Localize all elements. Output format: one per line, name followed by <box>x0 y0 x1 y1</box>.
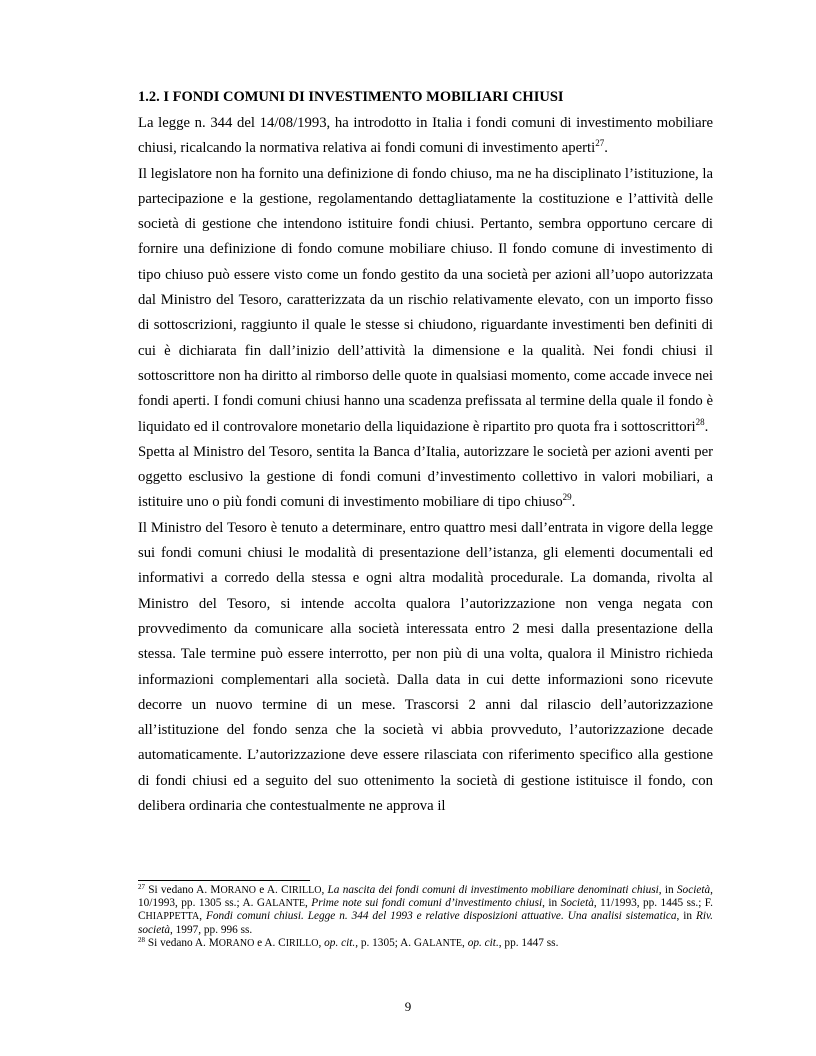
paragraph-4: Il Ministro del Tesoro è tenuto a determinare, entro quattro mesi dall’entrata in vigore della legge sui fondi comuni chiusi le modalità di presentazione dell’istanza, gli elementi documentali ed informativi a corredo della stessa e ogni altra modalità procedurale. La domanda, rivolta al Ministro del Tesoro, si intende accolta qualora l’autorizzazione non venga negata con provvedimento da comunicare alla società interessata entro 2 mesi dalla presentazione della stessa. Tale termine può essere interrotto, per non più di una volta, qualora il Ministro richieda informazioni complementari alla società. Dalla data in cui dette informazioni sono ricevute decorre un nuovo termine di un mese. Trascorsi 2 anni dal rilascio dell’autorizzazione all’istituzione del fondo senza che la società vi abbia provveduto, l’autorizzazione decade automaticamente. L’autorizzazione deve essere rilasciata con riferimento specifico alla gestione di fondi chiusi ed a seguito del suo ottenimento la società di gestione istituisce il fondo, con delibera ordinaria che contestualmente ne approva il <box>138 519 713 815</box>
paragraph-3: Spetta al Ministro del Tesoro, sentita la Banca d’Italia, autorizzare le società per azioni aventi per oggetto esclusivo la gestione di fondi comuni d’investimento collettivo in valori mobiliari, a istituire uno o più fondi comuni di investimento mobiliare di tipo chiuso$^{29}$. <box>138 443 713 511</box>
footnote-28: $^{28}$ Si vedano A. MORANO e A. CIRILLO, op. cit., p. 1305; A. GALANTE, op. cit., pp. 1447 ss. <box>138 935 559 949</box>
page-content <box>138 87 713 819</box>
footnote-ref-29[interactable]: 29 <box>562 492 572 503</box>
body-text <box>138 111 713 819</box>
footnote-divider <box>138 880 310 881</box>
footnotes <box>138 884 713 950</box>
paragraph-2: Il legislatore non ha fornito una definizione di fondo chiuso, ma ne ha disciplinato l’istituzione, la partecipazione e la gestione, regolamentando dettagliatamente la costituzione e l’attività delle società di gestione che intendono istituire fondi chiusi. Pertanto, sembra opportuno cercare di fornire una definizione di fondo comune mobiliare chiuso. Il fondo comune di investimento di tipo chiuso può essere visto come un fondo gestito da una società per azioni all’uopo autorizzata dal Ministro del Tesoro, caratterizzata da un rischio relativamente elevato, con un importo fisso di sottoscrizioni, raggiunto il quale le stesse si chiudono, riguardante investimenti ben definiti di cui è dichiarata fin dall’inizio dell’attività la dimensione e la qualità. Nei fondi chiusi il sottoscrittore non ha diritto al rimborso delle quote in qualsiasi momento, come accade invece nei fondi aperti. I fondi comuni chiusi hanno una scadenza prefissata al termine della quale il fondo è liquidato ed il controvalore monetario della liquidazione è ripartito pro quota fra i sottoscrittori$^{28}$. <box>138 165 713 435</box>
page-number: 9 <box>404 999 412 1014</box>
footnote-ref-28[interactable]: 28 <box>695 416 705 427</box>
footnote-27: $^{27}$ Si vedano A. MORANO e A. CIRILLO, La nascita dei fondi comuni di investimento mobiliare denominati chiusi, in Società, 10/1993, pp. 1305 ss.; A. GALANTE, Prime note sui fondi comuni d’investimento chiusi, in Società, 11/1993, pp. 1445 ss.; F. CHIAPPETTA, Fondi comuni chiusi. Legge n. 344 del 1993 e relative disposizioni attuative. Una analisi sistematica, in Riv. società, 1997, pp. 996 ss. <box>138 883 713 936</box>
footnote-ref-27[interactable]: 27 <box>595 138 605 149</box>
section-title: 1.2. I FONDI COMUNI DI INVESTIMENTO MOBILIARI CHIUSI <box>138 89 564 105</box>
paragraph-1: La legge n. 344 del 14/08/1993, ha introdotto in Italia i fondi comuni di investimento mobiliare chiusi, ricalcando la normativa relativa ai fondi comuni di investimento aperti$^{27}$. <box>138 115 713 157</box>
